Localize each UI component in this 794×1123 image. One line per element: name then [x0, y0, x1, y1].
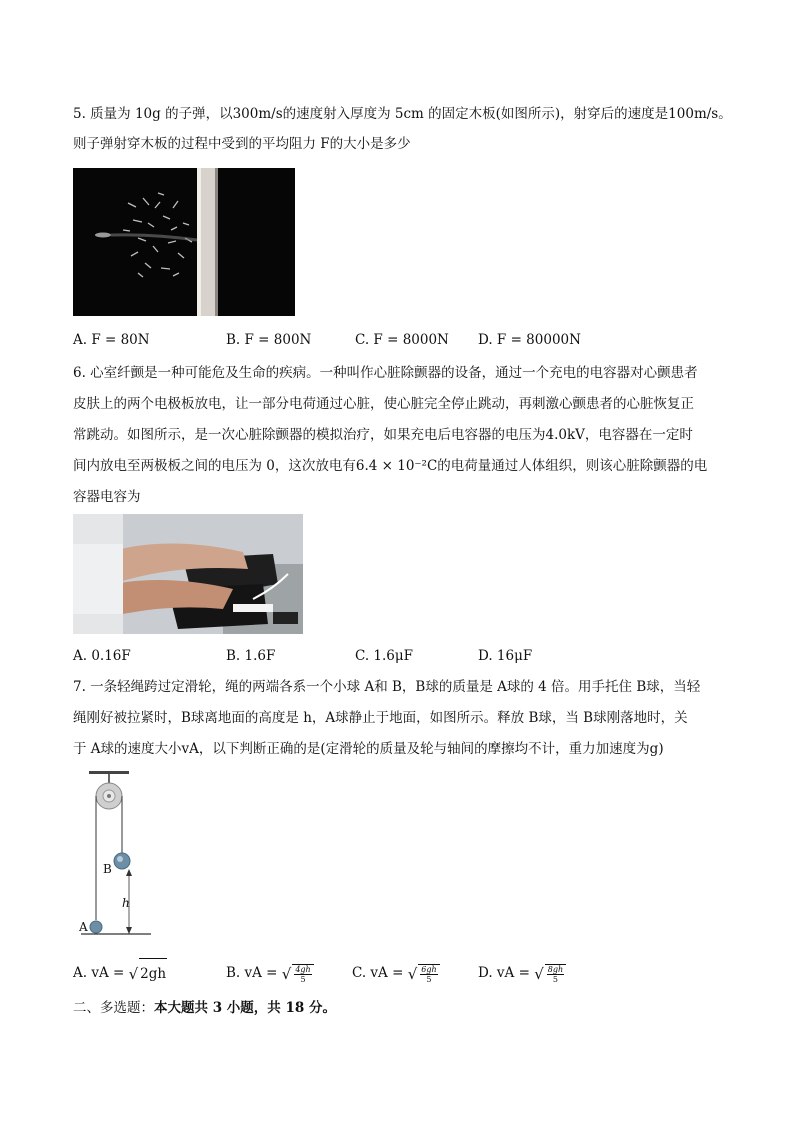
- q6-option-c[interactable]: C. 1.6μF: [355, 648, 414, 664]
- q7-option-a-label: A. vA =: [73, 965, 129, 981]
- q6-stem-line5: 容器电容为: [73, 489, 141, 505]
- pulley-diagram: [73, 768, 163, 943]
- q6-stem-line3: 常跳动。如图所示，是一次心脏除颤器的模拟治疗，如果充电后电容器的电压为4.0kV，电容器在一定时: [73, 427, 693, 443]
- label-h: h: [122, 896, 130, 910]
- q7-option-a[interactable]: [73, 958, 167, 989]
- q7-option-b[interactable]: [226, 958, 314, 989]
- q5-option-d[interactable]: D. F = 80000N: [478, 332, 581, 348]
- q7-stem-line1: 7. 一条轻绳跨过定滑轮，绳的两端各系一个小球 A和 B，B球的质量是 A球的 4 倍。用手托住 B球，当轻: [73, 679, 701, 695]
- section2-heading: [73, 998, 336, 1018]
- q5-stem-line2: 则子弹射穿木板的过程中受到的平均阻力 F的大小是多少: [73, 136, 411, 152]
- sqrt-8gh-5: √ $\frac{8gh}{5}$: [534, 959, 566, 989]
- q5-option-c[interactable]: C. F = 8000N: [355, 332, 449, 348]
- q7-options: [73, 958, 773, 988]
- q5-options: [73, 329, 773, 351]
- q6-stem-line1: 6. 心室纤颤是一种可能危及生命的疾病。一种叫作心脏除颤器的设备，通过一个充电的电容器对心颤患者: [73, 365, 698, 381]
- q7-option-b-label: B. vA =: [226, 965, 282, 981]
- sqrt-6gh-5: √ $\frac{6gh}{5}$: [408, 959, 440, 989]
- q6-stem-line4: 间内放电至两极板之间的电压为 0，这次放电有6.4 × 10⁻²C的电荷量通过人体组织，则该心脏除颤器的电: [73, 458, 708, 474]
- q7-option-c-label: C. vA =: [352, 965, 408, 981]
- section2-rest: 本大题共 3 小题，共 18 分。: [154, 1000, 336, 1016]
- label-a: A: [79, 920, 88, 934]
- q7-stem-line2: 绳刚好被拉紧时，B球离地面的高度是 h，A球静止于地面，如图所示。释放 B球，当 B球刚落地时，关: [73, 710, 688, 726]
- q7-option-d-label: D. vA =: [478, 965, 535, 981]
- q6-options: [73, 645, 773, 667]
- label-b: B: [103, 862, 112, 876]
- q6-option-b[interactable]: B. 1.6F: [226, 648, 276, 664]
- q5-option-b[interactable]: B. F = 800N: [226, 332, 312, 348]
- q7-option-c[interactable]: [352, 958, 440, 989]
- sqrt-4gh-5: √ $\frac{4gh}{5}$: [282, 959, 314, 989]
- bullet-through-board-photo: [73, 168, 295, 316]
- section2-prefix: 二、多选题：: [73, 1000, 154, 1016]
- q7-option-d[interactable]: [478, 958, 566, 989]
- sqrt-2gh: √ 2gh: [129, 958, 168, 989]
- defibrillator-photo: [73, 514, 303, 634]
- q6-option-a[interactable]: A. 0.16F: [73, 648, 131, 664]
- q5-option-a[interactable]: A. F = 80N: [73, 332, 150, 348]
- q5-stem-line1: 5. 质量为 10g 的子弹，以300m/s的速度射入厚度为 5cm 的固定木板(如图所示)，射穿后的速度是100m/s。: [73, 106, 732, 122]
- q6-stem-line2: 皮肤上的两个电极板放电，让一部分电荷通过心脏，使心脏完全停止跳动，再刺激心颤患者的心脏恢复正: [73, 396, 694, 412]
- q6-option-d[interactable]: D. 16μF: [478, 648, 533, 664]
- q7-stem-line3: 于 A球的速度大小vA，以下判断正确的是(定滑轮的质量及轮与轴间的摩擦均不计，重力加速度为g): [73, 741, 664, 757]
